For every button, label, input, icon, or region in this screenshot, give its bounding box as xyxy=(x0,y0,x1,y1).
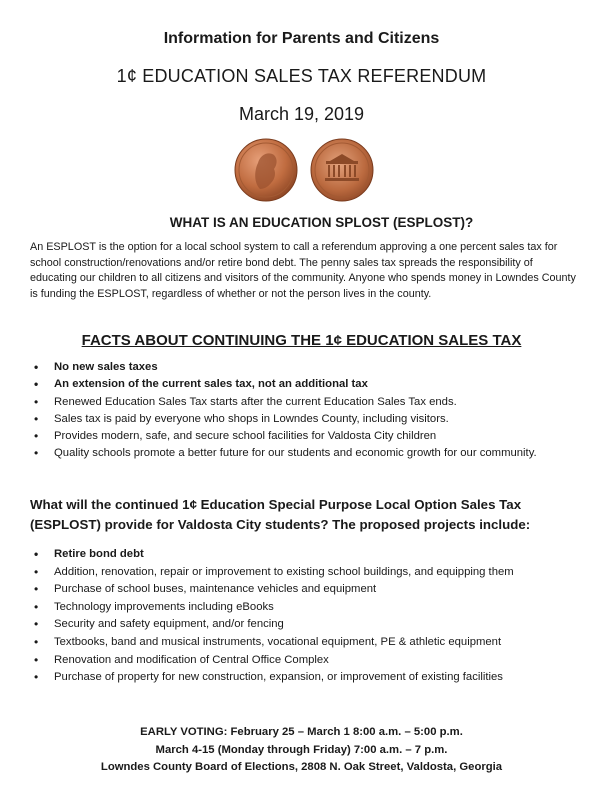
list-item: • Renovation and modification of Central Office Complex xyxy=(30,652,595,670)
referendum-title: 1¢ EDUCATION SALES TAX REFERENDUM xyxy=(116,66,487,86)
projects-list xyxy=(30,546,595,687)
list-item: • Provides modern, safe, and secure school facilities for Valdosta City children xyxy=(30,428,570,445)
voting-dates-line: March 4-15 (Monday through Friday) 7:00 a.m. – 7 p.m. xyxy=(155,743,448,756)
list-item: • Renewed Education Sales Tax starts after the current Education Sales Tax ends. xyxy=(30,394,570,411)
esplost-section-title: WHAT IS AN EDUCATION SPLOST (ESPLOST)? xyxy=(169,215,474,230)
penny-coins-image xyxy=(230,137,380,203)
list-item: • Retire bond debt xyxy=(30,546,595,564)
esplost-description: An ESPLOST is the option for a local school system to call a referendum approving a one percent sales tax for school construction/renovations and/or retire bond debt. The penny sales tax spreads the responsibility of educating our children to all citizens and visitors of the community. Anyone who spends money in Lowndes County is funding the ESPLOST, regardless of whether or not the person lives in the county. xyxy=(30,241,576,300)
list-item: • Purchase of property for new construction, expansion, or improvement of existing facilities xyxy=(30,669,595,687)
list-item: • Textbooks, band and musical instruments, vocational equipment, PE & athletic equipment xyxy=(30,634,595,652)
list-item: • Sales tax is paid by everyone who shops in Lowndes County, including visitors. xyxy=(30,411,570,428)
list-item: • Addition, renovation, repair or improvement to existing school buildings, and equipping them xyxy=(30,564,595,582)
projects-question: What will the continued 1¢ Education Special Purpose Local Option Sales Tax (ESPLOST) provide for Valdosta City students? The proposed projects include: xyxy=(30,497,531,532)
list-item: • Purchase of school buses, maintenance vehicles and equipment xyxy=(30,581,595,599)
penny-back-icon xyxy=(311,139,373,201)
list-item: • No new sales taxes xyxy=(30,359,570,376)
list-item: • An extension of the current sales tax, not an additional tax xyxy=(30,376,570,393)
early-voting-line: EARLY VOTING: February 25 – March 1 8:00 a.m. – 5:00 p.m. xyxy=(140,726,463,738)
list-item: • Technology improvements including eBooks xyxy=(30,599,595,617)
referendum-date: March 19, 2019 xyxy=(238,104,365,124)
list-item: • Security and safety equipment, and/or fencing xyxy=(30,616,595,634)
facts-list xyxy=(30,359,570,463)
penny-front-icon xyxy=(235,139,297,201)
facts-title: FACTS ABOUT CONTINUING THE 1¢ EDUCATION SALES TAX xyxy=(81,332,522,349)
list-item: • Quality schools promote a better future for our students and economic growth for our community. xyxy=(30,445,570,462)
voting-info xyxy=(0,724,603,777)
elections-address-line: Lowndes County Board of Elections, 2808 N. Oak Street, Valdosta, Georgia xyxy=(100,761,503,773)
flyer-title: Information for Parents and Citizens xyxy=(163,30,440,47)
